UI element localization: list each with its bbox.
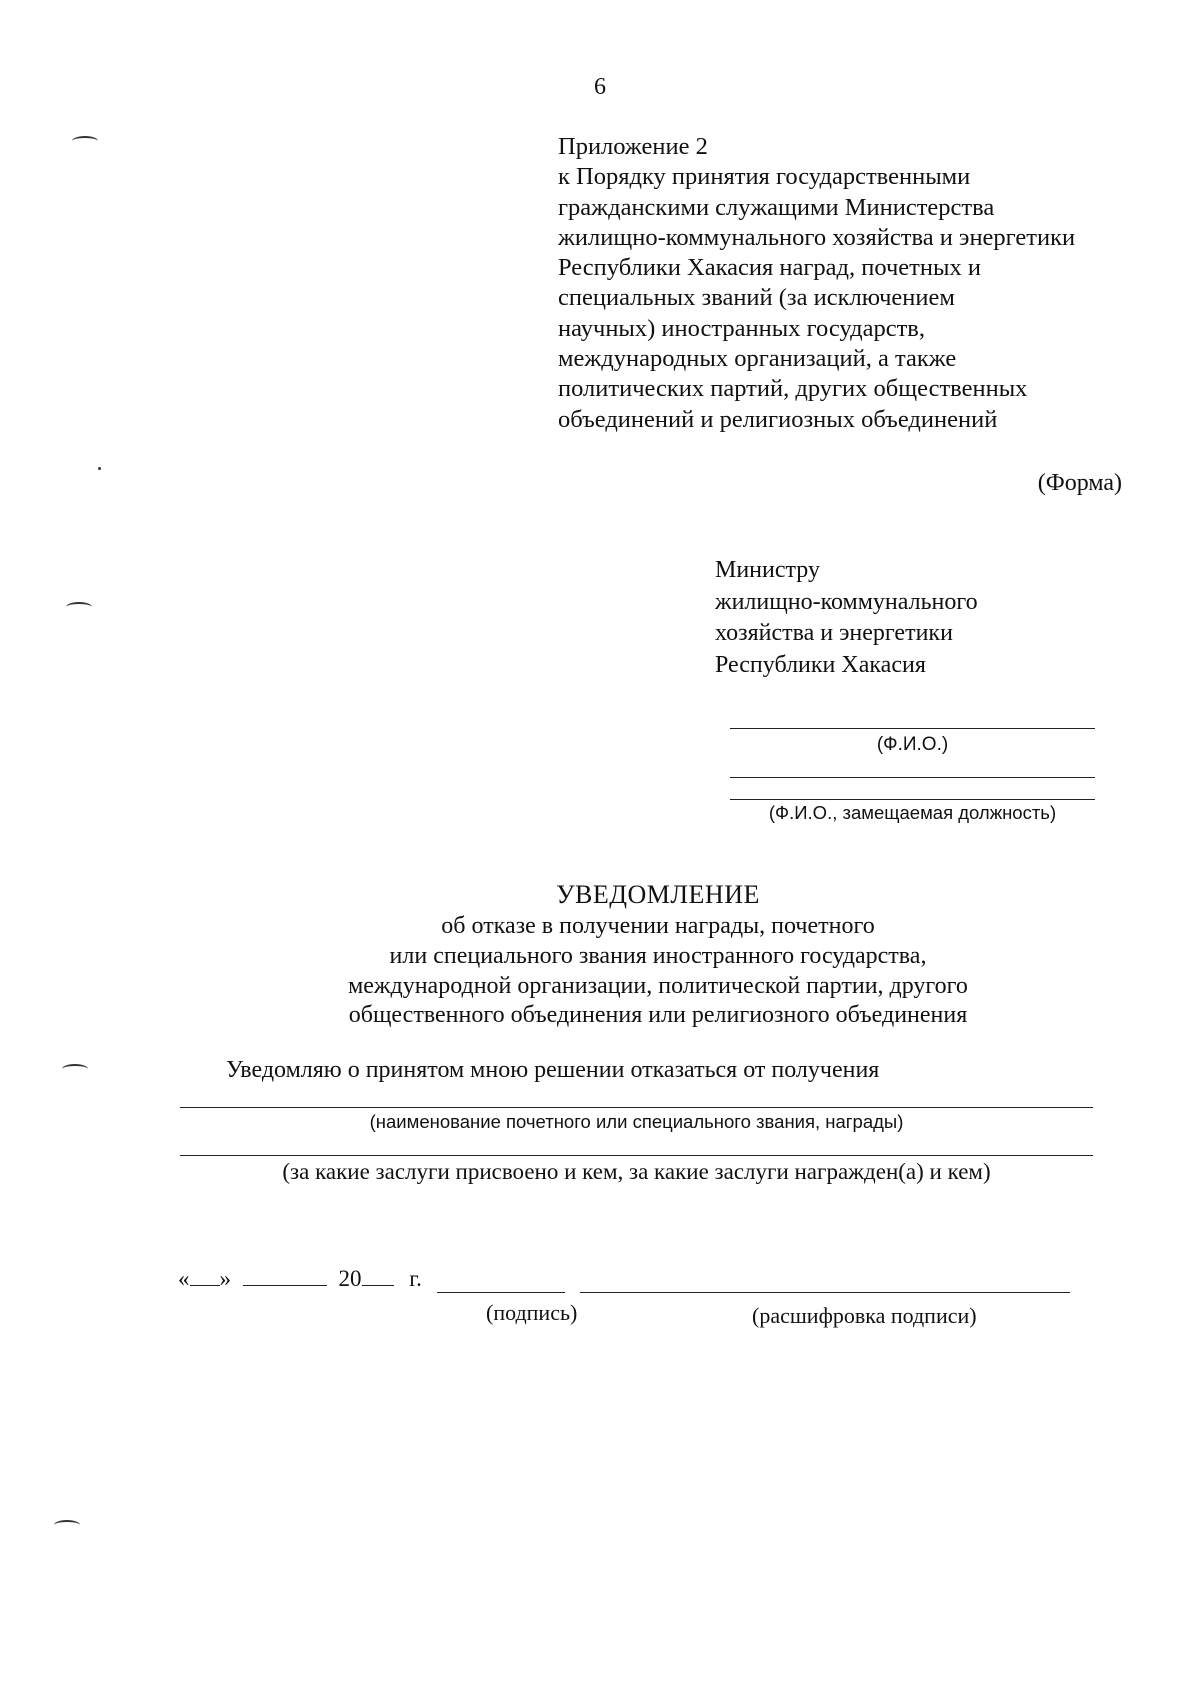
notice-subtitle xyxy=(0,912,1200,1031)
day-fill-line[interactable] xyxy=(190,1267,220,1286)
month-fill-line[interactable] xyxy=(243,1267,327,1286)
subtitle-line: или специального звания иностранного государства, xyxy=(389,942,927,969)
addressee-line: жилищно-коммунального xyxy=(715,588,978,615)
subtitle-line: общественного объединения или религиозного объединения xyxy=(348,1002,968,1029)
binding-mark xyxy=(54,1520,80,1530)
notice-body-text: Уведомляю о принятом мною решении отказаться от получения xyxy=(226,1057,880,1083)
appendix-line: политических партий, других общественных xyxy=(558,375,1028,403)
date-close-quote: » xyxy=(219,1266,231,1291)
binding-mark xyxy=(62,1064,88,1074)
appendix-line: Республики Хакасия наград, почетных и xyxy=(558,254,981,282)
year-prefix: 20 xyxy=(338,1266,362,1291)
signature-fill-line[interactable] xyxy=(437,1292,565,1293)
appendix-line: гражданскими служащими Министерства xyxy=(558,193,995,221)
fio-caption: (Ф.И.О.) xyxy=(876,734,949,755)
subtitle-line: международной организации, политической партии, другого xyxy=(348,972,968,999)
fio-position-fill-line-2[interactable] xyxy=(730,799,1095,800)
signature-decode-fill-line[interactable] xyxy=(580,1292,1070,1293)
appendix-line: специальных званий (за исключением xyxy=(558,284,955,312)
addressee-line: Министру xyxy=(715,557,820,583)
binding-mark xyxy=(72,136,98,146)
form-label: (Форма) xyxy=(1037,470,1122,496)
year-fill-line[interactable] xyxy=(362,1267,394,1286)
appendix-line: к Порядку принятия государственными xyxy=(558,163,971,191)
appendix-line: объединений и религиозных объединений xyxy=(558,405,998,433)
appendix-header xyxy=(558,132,1075,435)
fio-position-fill-line[interactable] xyxy=(730,777,1095,778)
fio-position-caption: (Ф.И.О., замещаемая должность) xyxy=(768,802,1057,823)
appendix-line: международных организаций, а также xyxy=(558,345,957,373)
appendix-line: Приложение 2 xyxy=(558,133,708,160)
subtitle-line: об отказе в получении награды, почетного xyxy=(441,913,875,939)
binding-dot xyxy=(98,467,101,470)
page-number: 6 xyxy=(594,74,606,100)
date-row xyxy=(178,1266,422,1292)
fio-fill-line[interactable] xyxy=(730,728,1095,729)
notice-title: УВЕДОМЛЕНИЕ xyxy=(556,880,760,909)
signature-decode-caption: (расшифровка подписи) xyxy=(752,1303,977,1328)
binding-mark xyxy=(66,602,92,612)
addressee-line: хозяйства и энергетики xyxy=(715,620,953,646)
merit-caption: (за какие заслуги присвоено и кем, за какие заслуги награжден(а) и кем) xyxy=(282,1159,991,1184)
merit-fill-line[interactable] xyxy=(180,1155,1093,1156)
appendix-line: научных) иностранных государств, xyxy=(558,314,925,342)
addressee-block xyxy=(715,555,978,681)
appendix-line: жилищно-коммунального хозяйства и энергетики xyxy=(558,223,1076,251)
signature-caption: (подпись) xyxy=(486,1300,578,1325)
year-suffix: г. xyxy=(409,1266,422,1291)
award-name-caption: (наименование почетного или специального звания, награды) xyxy=(369,1111,904,1132)
addressee-line: Республики Хакасия xyxy=(715,651,926,678)
date-open-quote: « xyxy=(178,1266,190,1291)
award-name-fill-line[interactable] xyxy=(180,1107,1093,1108)
